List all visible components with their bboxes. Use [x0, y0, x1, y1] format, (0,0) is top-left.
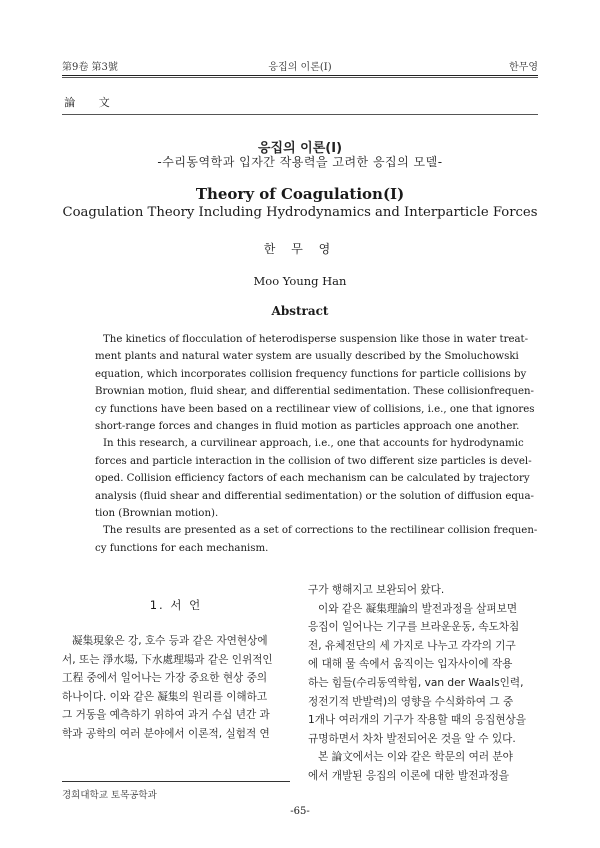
english-title: Theory of Coagulation(I) — [195, 185, 405, 203]
footnote-rule — [62, 781, 290, 782]
body-line: 凝集現象은 강, 호수 등과 같은 자연현상에 — [72, 635, 268, 647]
body-line: 정전기적 반발력)의 영향을 수식화하여 그 중 — [308, 695, 514, 708]
body-line: 구가 행해지고 보완되어 왔다. — [308, 584, 445, 596]
body-line: 에서 개발된 응집의 이론에 대한 발전과정을 — [308, 769, 510, 782]
body-line: 서, 또는 淨水場, 下水處理場과 같은 인위적인 — [62, 653, 273, 666]
running-title: 응집의 이론(Ⅰ) — [268, 62, 332, 73]
body-line: 전, 유체전단의 세 가지로 나누고 각각의 기구 — [308, 639, 516, 652]
body-column-right — [308, 581, 540, 786]
abstract-line: tion (Brownian motion). — [95, 508, 219, 520]
korean-author: 한 무 영 — [263, 242, 337, 256]
abstract-line: Brownian motion, fluid shear, and differential sedimentation. These collisionfrequen- — [95, 386, 534, 398]
abstract-line: forces and particle interaction in the collision of two different size particles is devel- — [95, 455, 532, 467]
abstract-line: equation, which incorporates collision frequency functions for particle collisions by — [95, 368, 527, 380]
body-line: 본 論文에서는 이와 같은 학문의 여러 분야 — [318, 751, 513, 764]
running-header — [62, 58, 538, 72]
author-affiliation: 경희대학교 토목공학과 — [62, 790, 157, 801]
abstract-line: cy functions have been based on a rectilinear view of collisions, i.e., one that ignores — [95, 403, 535, 415]
abstract-line: oped. Collision efficiency factors of each mechanism can be calculated by trajectory — [95, 473, 530, 485]
abstract-line: analysis (fluid shear and differential sedimentation) or the solution of diffusion equa- — [95, 490, 534, 502]
english-subtitle: Coagulation Theory Including Hydrodynamics and Interparticle Forces — [62, 205, 538, 220]
section-tag: 論 文 — [64, 96, 120, 109]
section-heading-introduction: 1. 서 언 — [149, 598, 203, 612]
body-line: 工程 중에서 일어나는 가장 중요한 현상 중의 — [62, 672, 268, 685]
english-author: Moo Young Han — [253, 274, 347, 288]
body-line: 하는 힘들(수리동역학힘, van der Waals인력, — [308, 676, 524, 689]
korean-subtitle: -수리동역학과 입자간 작용력을 고려한 응집의 모델- — [157, 155, 443, 169]
header-rule — [62, 75, 538, 76]
abstract-line: short-range forces and changes in fluid motion as particles approach one another. — [95, 421, 520, 433]
abstract-line: The kinetics of flocculation of heterodisperse suspension like those in water treat- — [103, 334, 529, 345]
header-rule-thin — [62, 77, 538, 78]
journal-volume: 第9卷 第3號 — [62, 62, 118, 73]
body-line: 응집이 일어나는 기구를 브라운운동, 속도차침 — [308, 621, 520, 634]
body-line: 이와 같은 凝集理論의 발전과정을 살펴보면 — [318, 602, 518, 615]
body-column-left — [62, 632, 290, 744]
abstract-line: cy functions for each mechanism. — [95, 542, 269, 554]
abstract-line: ment plants and natural water system are usually described by the Smoluchowski — [95, 351, 519, 363]
abstract-body — [95, 331, 538, 557]
abstract-heading: Abstract — [271, 304, 329, 318]
page-number: -65- — [290, 806, 310, 817]
section-rule — [62, 114, 538, 115]
korean-title: 응집의 이론(Ⅰ) — [257, 141, 343, 156]
body-line: 하나이다. 이와 같은 凝集의 원리를 이해하고 — [62, 690, 268, 703]
body-line: 1개나 여러개의 기구가 작용할 때의 응집현상을 — [308, 714, 527, 727]
abstract-line: The results are presented as a set of corrections to the rectilinear collision frequen- — [103, 525, 538, 537]
body-line: 학과 공학의 여러 분야에서 이론적, 실험적 연 — [62, 727, 270, 740]
body-line: 에 대해 물 속에서 움직이는 입자사이에 작용 — [308, 658, 513, 671]
abstract-line: In this research, a curvilinear approach, i.e., one that accounts for hydrodynamic — [103, 438, 524, 450]
running-author: 한무영 — [509, 62, 538, 73]
body-line: 규명하면서 차차 발전되어온 것을 알 수 있다. — [308, 732, 516, 745]
body-line: 그 거동을 예측하기 위하여 과거 수십 년간 과 — [62, 709, 270, 722]
